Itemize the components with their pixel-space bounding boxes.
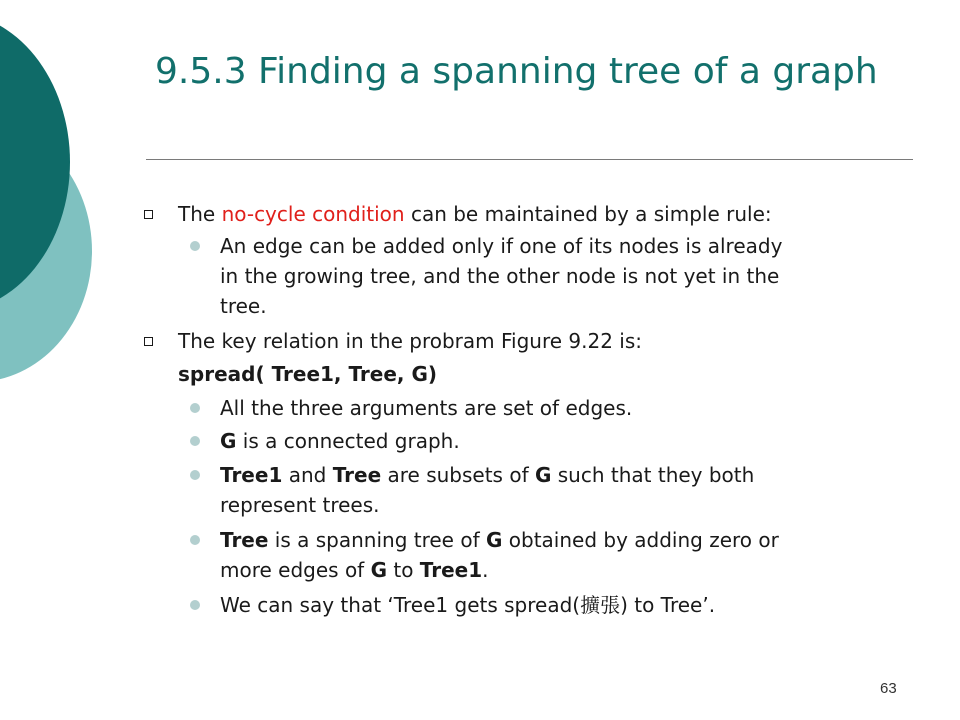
bold-g: G bbox=[534, 463, 552, 487]
round-bullet-icon bbox=[190, 403, 200, 413]
bold-tree: Tree bbox=[332, 463, 382, 487]
code-spread-relation bbox=[178, 359, 437, 389]
text-segment: obtained by adding zero or bbox=[502, 528, 779, 552]
round-bullet-icon bbox=[190, 436, 200, 446]
text-segment: The bbox=[178, 202, 222, 226]
text-segment: is a spanning tree of bbox=[268, 528, 486, 552]
text-segment: is a connected graph. bbox=[236, 429, 460, 453]
sub-bullet-spanning-tree-line2 bbox=[220, 555, 489, 585]
round-bullet-icon bbox=[190, 535, 200, 545]
slide-title: 9.5.3 Finding a spanning tree of a graph bbox=[155, 51, 878, 92]
sub-bullet-spanning-tree-line1 bbox=[220, 525, 779, 555]
bullet-no-cycle bbox=[178, 199, 772, 229]
bullet-key-relation: The key relation in the probram Figure 9.22 is: bbox=[178, 329, 643, 353]
bold-g: G bbox=[370, 558, 387, 582]
sub-bullet-edge-rule-line1: An edge can be added only if one of its nodes is already bbox=[220, 234, 783, 258]
text-segment: such that they both bbox=[551, 463, 755, 487]
round-bullet-icon bbox=[190, 600, 200, 610]
sub-bullet-edge-rule-line2: in the growing tree, and the other node is not yet in the bbox=[220, 264, 780, 288]
bold-tree1: Tree1 bbox=[220, 463, 283, 487]
page-number: 63 bbox=[880, 680, 897, 697]
sub-bullet-subsets-line1 bbox=[220, 460, 754, 490]
square-bullet-icon bbox=[144, 337, 153, 346]
bold-g: G bbox=[220, 429, 237, 453]
round-bullet-icon bbox=[190, 241, 200, 251]
text-segment: and bbox=[282, 463, 333, 487]
sub-bullet-subsets-line2: represent trees. bbox=[220, 493, 380, 517]
text-segment: more edges of bbox=[220, 558, 371, 582]
sub-bullet-arguments: All the three arguments are set of edges. bbox=[220, 396, 633, 420]
round-bullet-icon bbox=[190, 470, 200, 480]
bold-tree: Tree bbox=[220, 528, 269, 552]
text-segment: to bbox=[387, 558, 420, 582]
sub-bullet-spread-explanation: We can say that ‘Tree1 gets spread(擴張) to Tree’. bbox=[220, 593, 716, 617]
text-segment: are subsets of bbox=[381, 463, 535, 487]
highlight-no-cycle-condition: no-cycle condition bbox=[221, 202, 405, 226]
sub-bullet-edge-rule-line3: tree. bbox=[220, 294, 267, 318]
square-bullet-icon bbox=[144, 210, 153, 219]
code-text: spread( Tree1, Tree, G) bbox=[178, 362, 438, 386]
bold-tree1: Tree1 bbox=[419, 558, 483, 582]
bold-g: G bbox=[485, 528, 503, 552]
sub-bullet-connected-graph bbox=[220, 426, 460, 456]
text-segment: can be maintained by a simple rule: bbox=[404, 202, 772, 226]
text-segment: . bbox=[482, 558, 489, 582]
